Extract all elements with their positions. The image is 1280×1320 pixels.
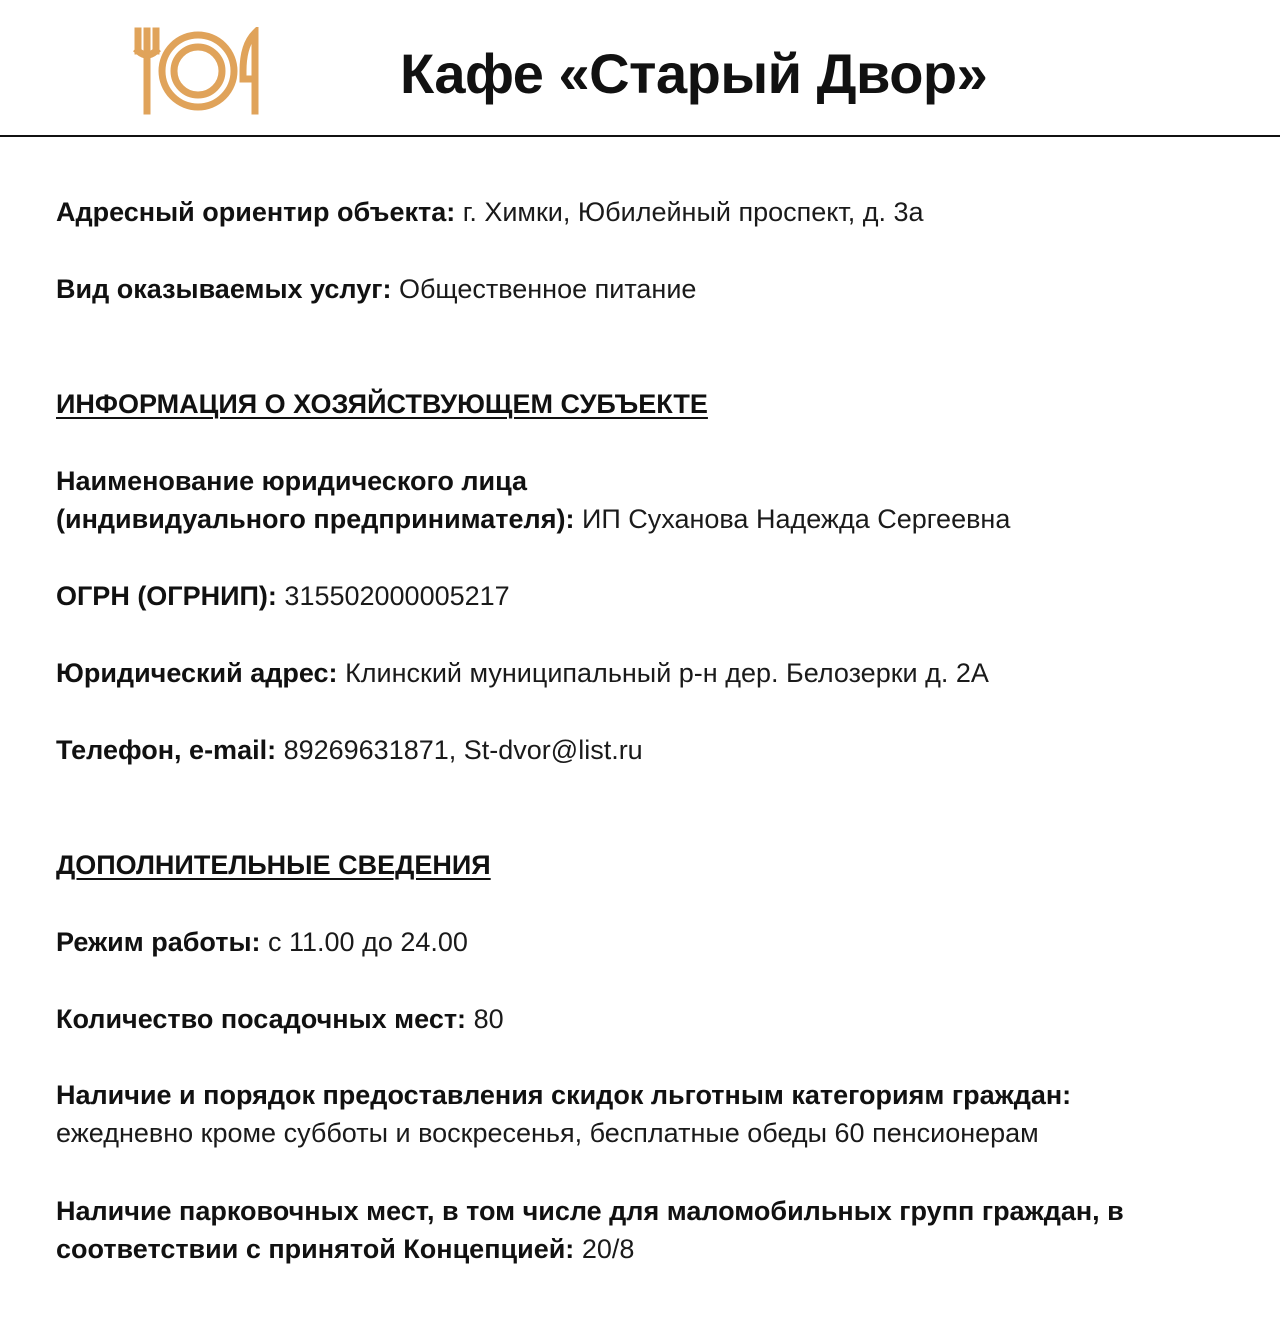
contacts-row	[56, 731, 643, 769]
legal-address-label: Юридический адрес:	[56, 658, 338, 688]
services-row	[56, 270, 696, 308]
parking-label-line1: Наличие парковочных мест, в том числе для маломобильных групп граждан, в	[56, 1196, 1124, 1226]
entity-section-heading: ИНФОРМАЦИЯ О ХОЗЯЙСТВУЮЩЕМ СУБЪЕКТЕ	[56, 389, 708, 419]
parking-label-line2: соответствии с принятой Концепцией:	[56, 1234, 575, 1264]
legal-address-value: Клинский муниципальный р-н дер. Белозерки д. 2А	[337, 658, 989, 688]
seats-label: Количество посадочных мест:	[56, 1004, 467, 1034]
entity-name-value: ИП Суханова Надежда Сергеевна	[574, 504, 1011, 534]
parking-value: 20/8	[574, 1234, 635, 1264]
fork-plate-knife-icon	[133, 27, 263, 115]
entity-name-label-line2: (индивидуального предпринимателя):	[56, 504, 575, 534]
services-value: Общественное питание	[391, 274, 697, 304]
seats-value: 80	[466, 1004, 504, 1034]
extra-section-heading: ДОПОЛНИТЕЛЬНЫЕ СВЕДЕНИЯ	[56, 850, 491, 880]
object-address-row	[56, 193, 924, 231]
contacts-label: Телефон, e-mail:	[56, 735, 277, 765]
discounts-label: Наличие и порядок предоставления скидок льготным категориям граждан:	[56, 1080, 1072, 1110]
entity-name-label-line1: Наименование юридического лица	[56, 466, 528, 496]
hours-label: Режим работы:	[56, 927, 261, 957]
hours-value: с 11.00 до 24.00	[260, 927, 468, 957]
ogrn-row	[56, 577, 510, 615]
object-address-label: Адресный ориентир объекта:	[56, 197, 456, 227]
ogrn-value: 315502000005217	[276, 581, 510, 611]
contacts-value: 89269631871, St-dvor@list.ru	[276, 735, 643, 765]
ogrn-label: ОГРН (ОГРНИП):	[56, 581, 277, 611]
object-address-value: г. Химки, Юбилейный проспект, д. 3а	[455, 197, 924, 227]
seats-row	[56, 1000, 504, 1038]
discounts-value: ежедневно кроме субботы и воскресенья, бесплатные обеды 60 пенсионерам	[56, 1118, 1039, 1148]
services-label: Вид оказываемых услуг:	[56, 274, 392, 304]
parking-row	[56, 1192, 1124, 1268]
discounts-row	[56, 1076, 1071, 1152]
legal-address-row	[56, 654, 989, 692]
page-title: Кафе «Старый Двор»	[400, 42, 988, 105]
entity-name-row	[56, 462, 1010, 538]
page-header	[0, 0, 1280, 137]
hours-row	[56, 923, 468, 961]
